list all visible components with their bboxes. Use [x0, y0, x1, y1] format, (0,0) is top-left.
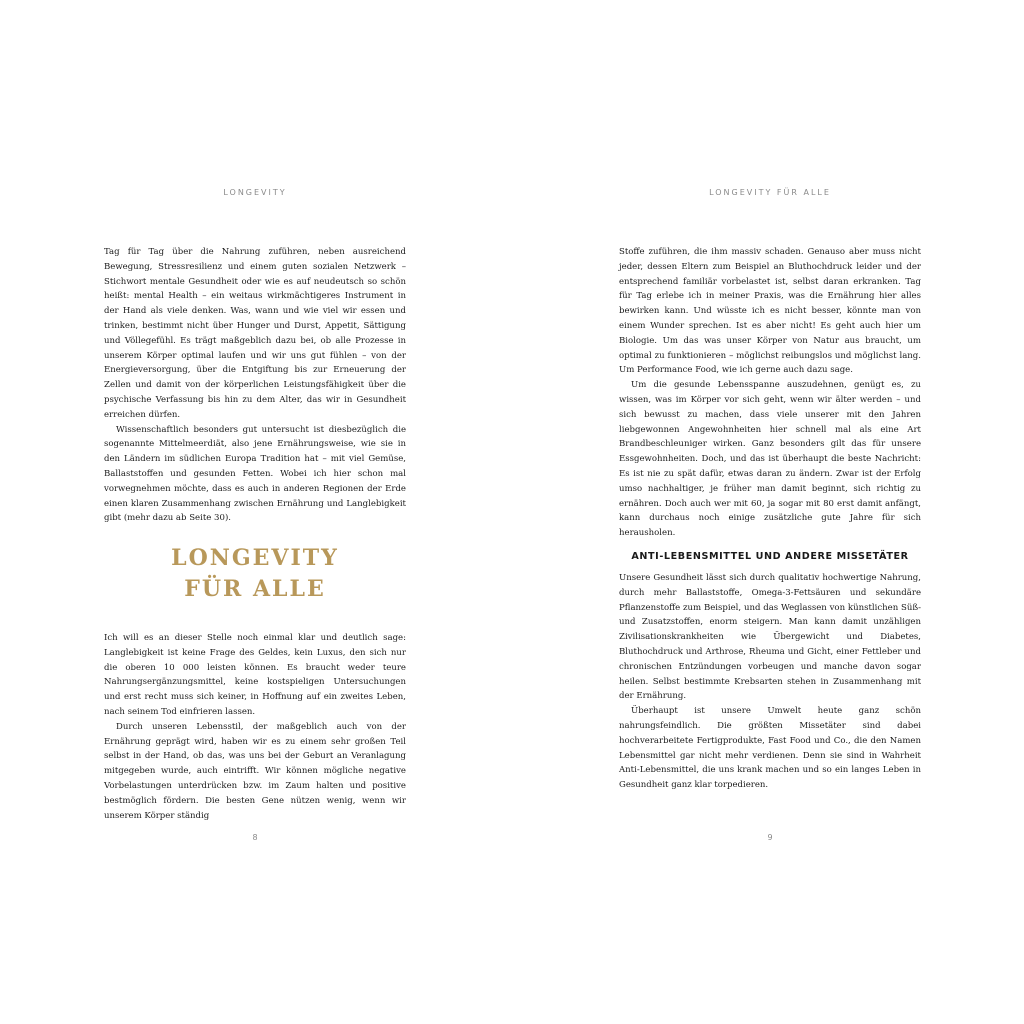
left-text-block-1 [104, 245, 406, 526]
paragraph: Überhaupt ist unsere Umwelt heute ganz schön nahrungsfeindlich. Die größten Missetäter sind dabei hochverarbeitete Fertigprodukte, Fast Food und Co., die den Namen Lebensmittel gar nicht mehr verdienen. Denn sie sind in Wahrheit Anti-Lebensmittel, die uns krank machen und so ein langes Leben in Gesundheit ganz klar torpedieren. [619, 706, 921, 791]
chapter-title [104, 543, 406, 605]
page-number-left: 8 [252, 833, 258, 842]
chapter-title-line-1: LONGEVITY [171, 545, 339, 571]
section-subheading: ANTI-LEBENSMITTEL UND ANDERE MISSETÄTER [631, 551, 909, 562]
right-text-block-1 [619, 245, 921, 541]
right-text-block-2 [619, 571, 921, 793]
paragraph: Tag für Tag über die Nahrung zuführen, neben ausreichend Bewegung, Stressresilienz und einem guten sozialen Netzwerk – Stichwort mentale Gesundheit oder wie es auf neudeutsch so schön heißt: mental Health – ein weitaus wirkmächtigeres Instrument in der Hand als viele denken. Was, wann und wie viel wir essen und trinken, bestimmt nicht über Hunger und Durst, Appetit, Sättigung und Völlegefühl. Es trägt maßgeblich dazu bei, ob alle Prozesse in unserem Körper optimal laufen und wir uns gut fühlen – von der Energieversorgung, über die Entgiftung bis zur Erneuerung der Zellen und damit von der körperlichen Leistungsfähigkeit über die psychische Verfassung bis hin zu dem Alter, das wir in Gesundheit erreichen dürfen. [104, 247, 406, 420]
running-head-right: LONGEVITY FÜR ALLE [709, 188, 831, 197]
running-head-left: LONGEVITY [223, 188, 287, 197]
paragraph: Unsere Gesundheit lässt sich durch qualitativ hochwertige Nahrung, durch mehr Ballaststoffe, Omega-3-Fettsäuren und sekundäre Pflanzenstoffe zum Beispiel, und das Weglassen von künstlichen Süß- und Zusatzstoffen, enorm steigern. Man kann damit unzähligen Zivilisationskrankheiten wie Übergewicht und Diabetes, Bluthochdruck und Arthrose, Rheuma und Gicht, einer Fettleber und chronischen Entzündungen vorbeugen und manche davon sogar heilen. Selbst bestimmte Krebsarten stehen in Zusammenhang mit der Ernährung. [619, 573, 921, 702]
paragraph: Ich will es an dieser Stelle noch einmal klar und deutlich sage: Langlebigkeit ist keine Frage des Geldes, kein Luxus, den sich nur die oberen 10 000 leisten können. Es braucht weder teure Nahrungsergänzungsmittel, keine kostspieligen Untersuchungen und erst recht muss sich keiner, in Hoffnung auf ein zweites Leben, nach seinem Tod einfrieren lassen. [104, 633, 406, 717]
paragraph: Stoffe zuführen, die ihm massiv schaden. Genauso aber muss nicht jeder, dessen Eltern zum Beispiel an Bluthochdruck leider und der entsprechend familiär vorbelastet ist, selbst daran erkranken. Tag für Tag erlebe ich in meiner Praxis, was die Ernährung hier alles bewirken kann. Und wüsste ich es nicht besser, könnte man von einem Wunder sprechen. Ist es aber nicht! Es geht auch hier um Biologie. Um das was unser Körper von Natur aus braucht, um optimal zu funktionieren – möglichst reibungslos und möglichst lang. Um Performance Food, wie ich gerne auch dazu sage. [619, 247, 921, 376]
paragraph: Durch unseren Lebensstil, der maßgeblich auch von der Ernährung geprägt wird, haben wir es zu einem sehr großen Teil selbst in der Hand, ob das, was uns bei der Geburt an Veranlagung mitgegeben wurde, auch eintrifft. Wir können mögliche negative Vorbelastungen unterdrücken bzw. im Zaum halten und positive bestmöglich fördern. Die besten Gene nützen wenig, wenn wir unserem Körper ständig [104, 721, 406, 821]
chapter-title-line-2: FÜR ALLE [184, 576, 326, 602]
paragraph: Wissenschaftlich besonders gut untersucht ist diesbezüglich die sogenannte Mittelmeerdiät, also jene Ernährungsweise, wie sie in den Ländern im südlichen Europa Tradition hat – mit viel Gemüse, Ballaststoffen und gesunden Fetten. Wobei ich hier schon mal vorwegnehmen möchte, dass es auch in anderen Regionen der Erde einen klaren Zusammenhang zwischen Ernährung und Langlebigkeit gibt (mehr dazu ab Seite 30). [104, 424, 406, 524]
right-page [619, 0, 921, 1024]
left-text-block-2 [104, 631, 406, 823]
page-number-right: 9 [767, 833, 773, 842]
paragraph: Um die gesunde Lebensspanne auszudehnen, genügt es, zu wissen, was im Körper vor sich geht, wenn wir älter werden – und sich bewusst zu machen, dass viele unserer mit den Jahren liebgewonnen Angewohnheiten hier schnell mal als eine Art Brandbeschleuniger wirken. Ganz besonders gilt das für unsere Essgewohnheiten. Doch, und das ist überhaupt die beste Nachricht: Es ist nie zu spät dafür, etwas daran zu ändern. Zwar ist der Erfolg umso nachhaltiger, je früher man damit beginnt, sich richtig zu ernähren. Doch auch wer mit 60, ja sogar mit 80 erst damit anfängt, kann durchaus noch einige zusätzliche gute Jahre für sich herausholen. [619, 380, 921, 539]
left-page [104, 0, 406, 1024]
